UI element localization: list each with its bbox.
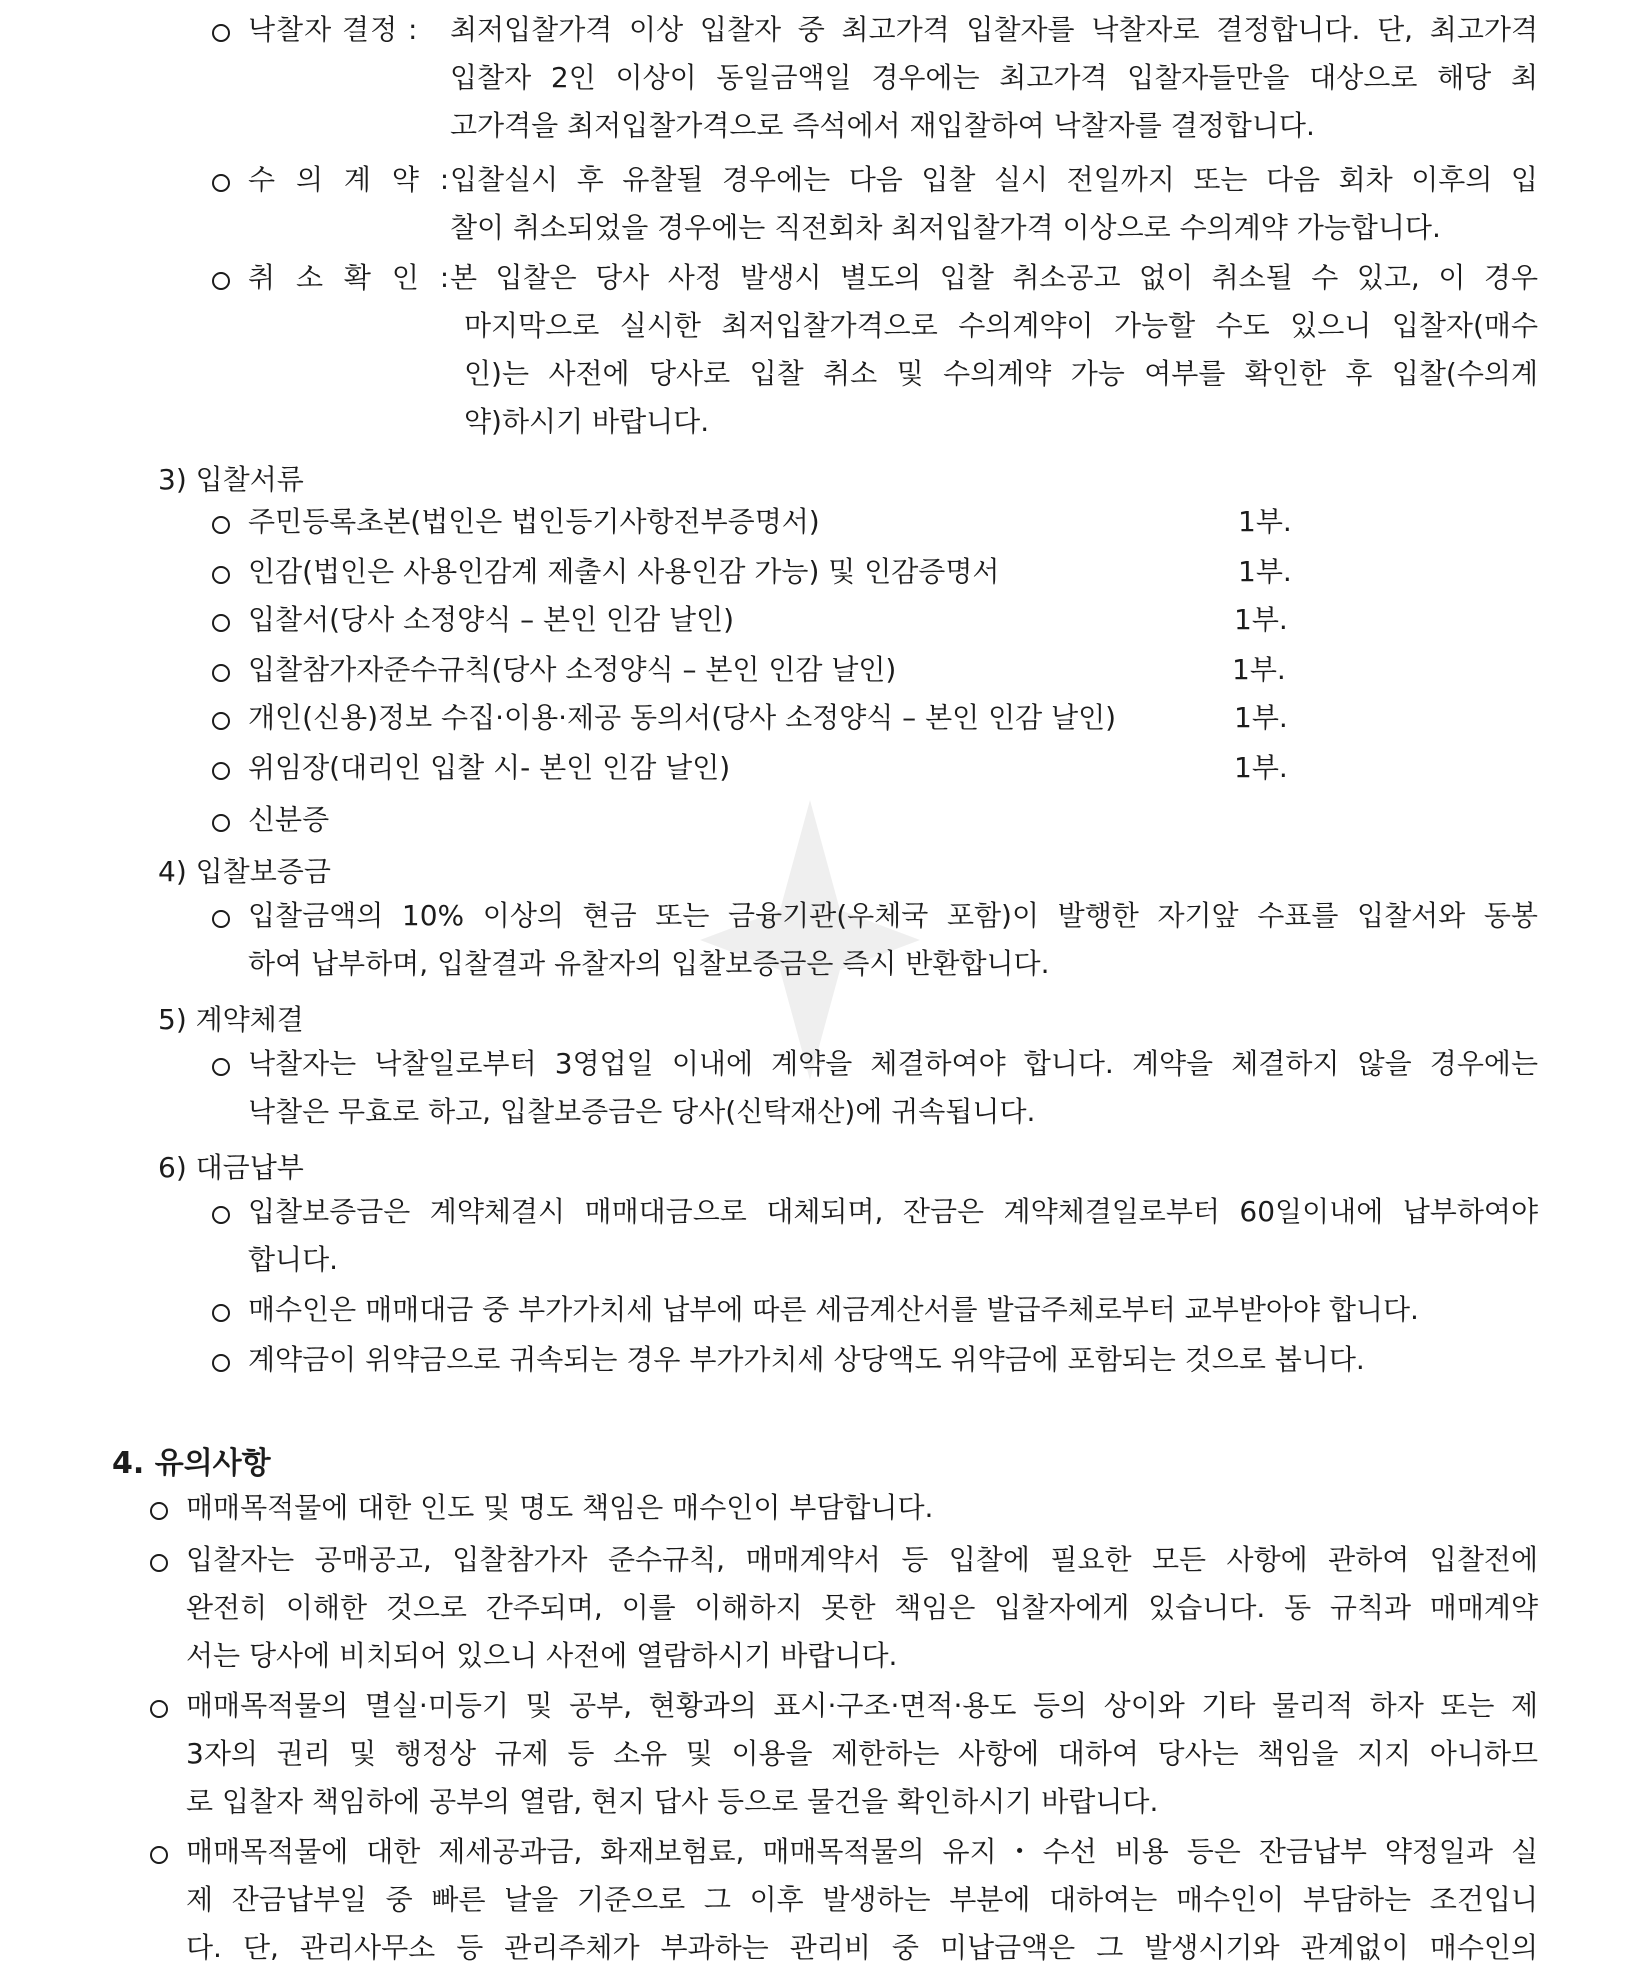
section-heading: 5) 계약체결	[158, 1003, 304, 1036]
note-line: 매매목적물의 멸실·미등기 및 공부, 현황과의 표시·구조·면적·용도 등의 상이와 기타 물리적 하자 또는 제	[186, 1689, 1538, 1722]
bullet-icon	[212, 614, 230, 632]
paragraph-line: 낙찰자는 낙찰일로부터 3영업일 이내에 계약을 체결하여야 합니다. 계약을 체결하지 않을 경우에는	[248, 1047, 1538, 1080]
paragraph-line: 낙찰은 무효로 하고, 입찰보증금은 당사(신탁재산)에 귀속됩니다.	[248, 1095, 1036, 1128]
document-item: 입찰참가자준수규칙(당사 소정양식 – 본인 인감 날인)	[248, 653, 897, 686]
bullet-icon	[212, 814, 230, 832]
bullet-icon	[150, 1502, 168, 1520]
bullet-icon	[150, 1846, 168, 1864]
section-heading: 6) 대금납부	[158, 1151, 304, 1184]
clause-text-line: 인)는 사전에 당사로 입찰 취소 및 수의계약 가능 여부를 확인한 후 입찰(수의계	[464, 357, 1538, 390]
document-item: 주민등록초본(법인은 법인등기사항전부증명서)	[248, 505, 820, 538]
document-item: 인감(법인은 사용인감계 제출시 사용인감 가능) 및 인감증명서	[248, 555, 1000, 588]
clause-text-line: 본 입찰은 당사 사정 발생시 별도의 입찰 취소공고 없이 취소될 수 있고, 이 경우	[450, 261, 1538, 294]
note-line: 완전히 이해한 것으로 간주되며, 이를 이해하지 못한 책임은 입찰자에게 있습니다. 동 규칙과 매매계약	[186, 1591, 1538, 1624]
bullet-icon	[212, 712, 230, 730]
note-line: 매매목적물에 대한 제세공과금, 화재보험료, 매매목적물의 유지・수선 비용 등은 잔금납부 약정일과 실	[186, 1835, 1538, 1868]
note-line: 로 입찰자 책임하에 공부의 열람, 현지 답사 등으로 물건을 확인하시기 바랍니다.	[186, 1785, 1159, 1818]
bullet-icon	[212, 272, 230, 290]
paragraph-line: 계약금이 위약금으로 귀속되는 경우 부가가치세 상당액도 위약금에 포함되는 것으로 봅니다.	[248, 1343, 1365, 1376]
section-heading: 3) 입찰서류	[158, 463, 304, 496]
paragraph-line: 합니다.	[248, 1243, 339, 1276]
note-line: 다. 단, 관리사무소 등 관리주체가 부과하는 관리비 중 미납금액은 그 발생시기와 관계없이 매수인의	[186, 1931, 1538, 1964]
document-item: 입찰서(당사 소정양식 – 본인 인감 날인)	[248, 603, 735, 636]
clause-text-line: 마지막으로 실시한 최저입찰가격으로 수의계약이 가능할 수도 있으니 입찰자(매수	[464, 309, 1538, 342]
note-line: 서는 당사에 비치되어 있으니 사전에 열람하시기 바랍니다.	[186, 1639, 898, 1672]
section-title: 4. 유의사항	[112, 1446, 271, 1481]
bullet-icon	[212, 762, 230, 780]
bullet-icon	[212, 174, 230, 192]
bullet-icon	[212, 1206, 230, 1224]
bullet-icon	[212, 566, 230, 584]
bullet-icon	[212, 1304, 230, 1322]
bullet-icon	[212, 910, 230, 928]
clause-text-line: 최저입찰가격 이상 입찰자 중 최고가격 입찰자를 낙찰자로 결정합니다. 단, 최고가격	[450, 13, 1538, 46]
bullet-icon	[150, 1700, 168, 1718]
note-line: 제 잔금납부일 중 빠른 날을 기준으로 그 이후 발생하는 부분에 대하여는 매수인이 부담하는 조건입니	[186, 1883, 1538, 1916]
document-item: 신분증	[248, 803, 330, 836]
document-qty: 1부.	[1238, 505, 1292, 538]
clause-label: 취 소 확 인 :	[248, 261, 450, 294]
document-qty: 1부.	[1232, 653, 1286, 686]
bullet-icon	[212, 516, 230, 534]
document-qty: 1부.	[1238, 555, 1292, 588]
document-item: 위임장(대리인 입찰 시- 본인 인감 날인)	[248, 751, 731, 784]
bullet-icon	[212, 1354, 230, 1372]
document-qty: 1부.	[1234, 701, 1288, 734]
document-qty: 1부.	[1234, 751, 1288, 784]
note-line: 매매목적물에 대한 인도 및 명도 책임은 매수인이 부담합니다.	[186, 1491, 934, 1524]
clause-text-line: 입찰실시 후 유찰될 경우에는 다음 입찰 실시 전일까지 또는 다음 회차 이후의 입	[450, 163, 1538, 196]
bullet-icon	[212, 1058, 230, 1076]
clause-label: 수 의 계 약 :	[248, 163, 450, 196]
clause-label: 낙찰자 결정 :	[248, 13, 419, 46]
bullet-icon	[212, 24, 230, 42]
paragraph-line: 매수인은 매매대금 중 부가가치세 납부에 따른 세금계산서를 발급주체로부터 교부받아야 합니다.	[248, 1293, 1419, 1326]
clause-text-line: 약)하시기 바랍니다.	[464, 405, 710, 438]
note-line: 입찰자는 공매공고, 입찰참가자 준수규칙, 매매계약서 등 입찰에 필요한 모든 사항에 관하여 입찰전에	[186, 1543, 1538, 1576]
bullet-icon	[212, 664, 230, 682]
clause-text-line: 고가격을 최저입찰가격으로 즉석에서 재입찰하여 낙찰자를 결정합니다.	[450, 109, 1315, 142]
clause-text-line: 찰이 취소되었을 경우에는 직전회차 최저입찰가격 이상으로 수의계약 가능합니다.	[450, 211, 1441, 244]
document-qty: 1부.	[1234, 603, 1288, 636]
paragraph-line: 하여 납부하며, 입찰결과 유찰자의 입찰보증금은 즉시 반환합니다.	[248, 947, 1050, 980]
bullet-icon	[150, 1554, 168, 1572]
section-heading: 4) 입찰보증금	[158, 855, 331, 888]
paragraph-line: 입찰금액의 10% 이상의 현금 또는 금융기관(우체국 포함)이 발행한 자기앞 수표를 입찰서와 동봉	[248, 899, 1538, 932]
clause-text-line: 입찰자 2인 이상이 동일금액일 경우에는 최고가격 입찰자들만을 대상으로 해당 최	[450, 61, 1538, 94]
note-line: 3자의 권리 및 행정상 규제 등 소유 및 이용을 제한하는 사항에 대하여 당사는 책임을 지지 아니하므	[186, 1737, 1538, 1770]
document-item: 개인(신용)정보 수집·이용·제공 동의서(당사 소정양식 – 본인 인감 날인)	[248, 701, 1117, 734]
paragraph-line: 입찰보증금은 계약체결시 매매대금으로 대체되며, 잔금은 계약체결일로부터 60일이내에 납부하여야	[248, 1195, 1538, 1228]
